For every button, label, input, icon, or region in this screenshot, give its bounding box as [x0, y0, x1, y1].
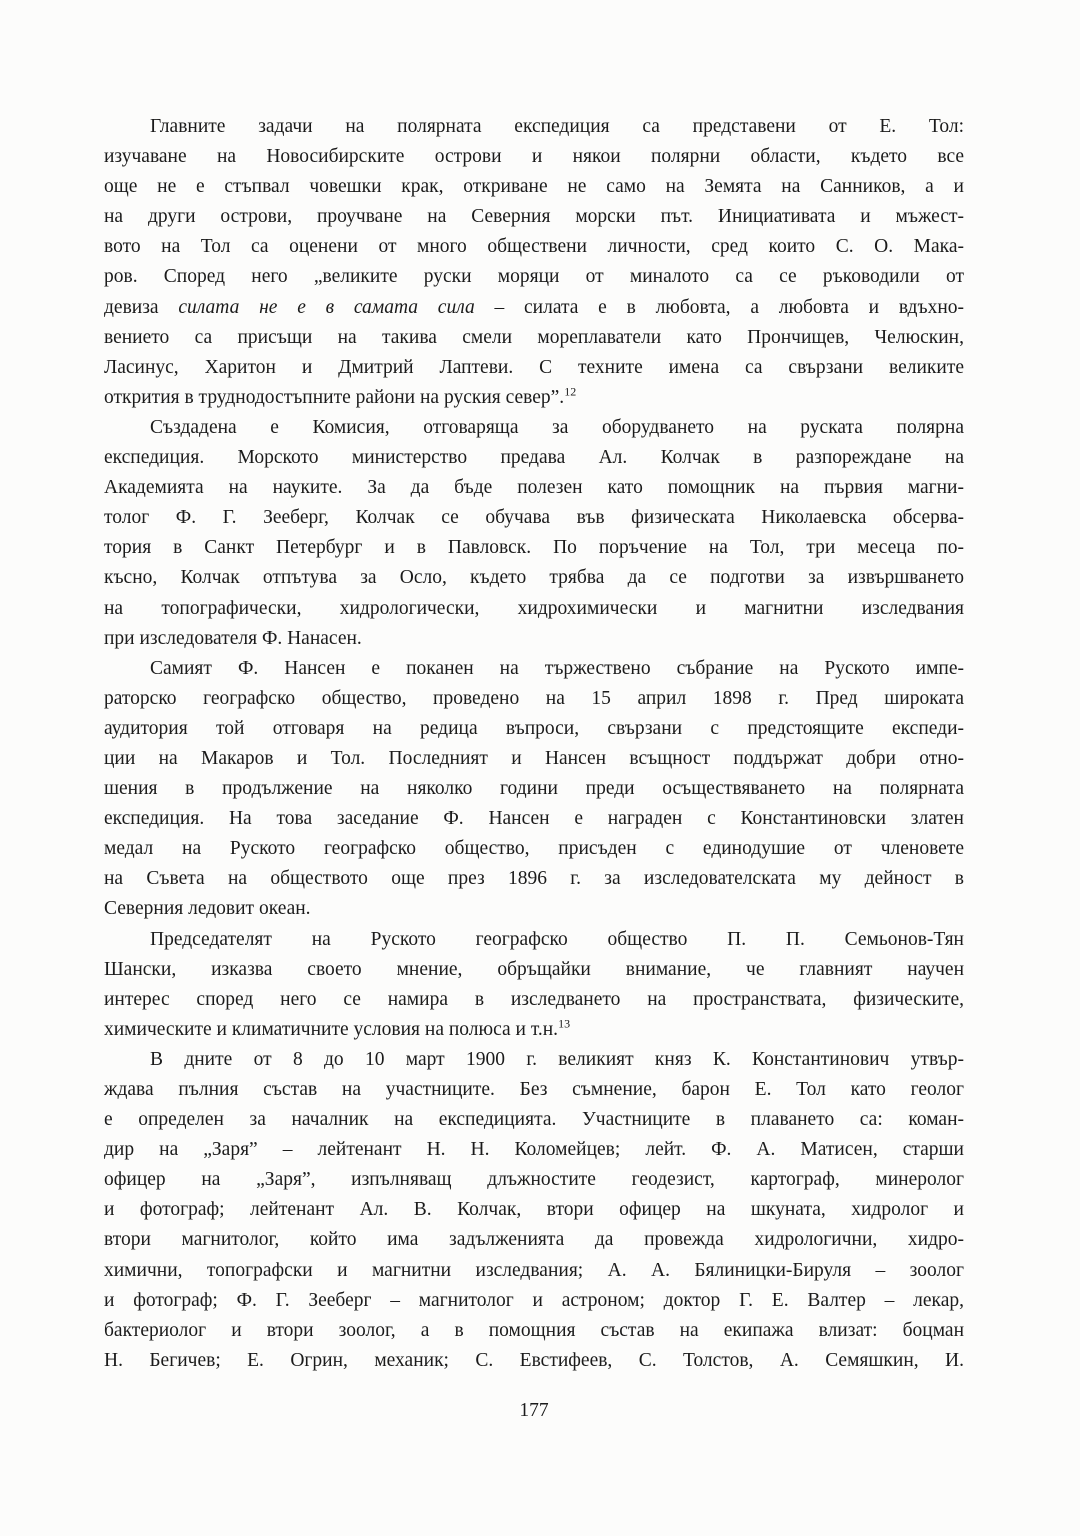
- text-line: [104, 864, 964, 894]
- text-segment: химическите и климатичните условия на полюса и т.н.: [104, 1018, 559, 1040]
- text-segment: вението са присъщи на такива смели мореплаватели като Прончищев, Челюскин,: [104, 326, 964, 348]
- text-line: [104, 594, 964, 624]
- text-line: [104, 1346, 964, 1376]
- text-line: [104, 894, 964, 924]
- text-segment: бактериолог и втори зоолог, а в помощния състав на екипажа влизат: боцман: [104, 1319, 964, 1341]
- text-segment: – силата е в любовта, а любовта и вдъхно-: [474, 296, 964, 318]
- text-segment: Академията на науките. За да бъде полезен като помощник на първия магни-: [104, 477, 964, 499]
- text-line: [104, 1165, 964, 1195]
- text-line: [104, 323, 964, 353]
- footnote-ref: 13: [558, 1016, 571, 1031]
- text-segment: медал на Руското географско общество, присъден с единодушие от членовете: [104, 838, 964, 860]
- text-line: [104, 563, 964, 593]
- text-segment: аудитория той отговаря на редица въпроси, свързани с предстоящите експеди-: [104, 717, 964, 739]
- text-segment: девиза: [104, 296, 179, 318]
- text-line: [104, 1135, 964, 1165]
- text-segment: на Съвета на обществото още през 1896 г. за изследователската му дейност в: [104, 868, 964, 890]
- text-line: [104, 383, 964, 413]
- text-line: [104, 473, 964, 503]
- text-line: [104, 262, 964, 292]
- text-line: [104, 774, 964, 804]
- text-line: [104, 232, 964, 262]
- text-line: [104, 1045, 964, 1075]
- text-segment: ждава пълния състав на участниците. Без съмнение, барон Е. Тол като геолог: [104, 1079, 964, 1100]
- text-segment: е определен за началник на експедицията. Участниците в плаването са: коман-: [104, 1109, 964, 1131]
- text-line: [104, 834, 964, 864]
- text-line: [104, 112, 964, 142]
- text-segment: Главните задачи на полярната експедиция са представени от Е. Тол:: [150, 116, 964, 137]
- text-segment: експедиция. Морското министерство предава Ал. Колчак в разпореждане на: [104, 447, 964, 469]
- text-segment: още не е стъпвал човешки крак, откриване не само на Земята на Санников, а и: [104, 176, 964, 198]
- text-segment: Самият Ф. Нансен е поканен на тържествено събрание на Руското импе-: [150, 657, 964, 679]
- text-line: [104, 624, 964, 654]
- text-segment: химични, топографски и магнитни изследвания; А. А. Бялиницки-Бируля – зоолог: [104, 1259, 964, 1281]
- text-segment: на други острови, проучване на Северния морски път. Инициативата и мъжест-: [104, 206, 964, 228]
- text-line: [104, 654, 964, 684]
- text-line: [104, 714, 964, 744]
- text-line: [104, 443, 964, 473]
- text-line: [104, 1075, 964, 1105]
- text-segment: Създадена е Комисия, отговаряща за оборудването на руската полярна: [150, 416, 964, 438]
- footnote-ref: 12: [564, 384, 577, 399]
- text-line: [104, 533, 964, 563]
- text-segment: и фотограф; лейтенант Ал. В. Колчак, втори офицер на шкуната, хидролог и: [104, 1199, 964, 1221]
- text-line: [104, 1286, 964, 1316]
- text-line: [104, 1015, 964, 1045]
- text-segment: Председателят на Руското географско общество П. П. Семьонов-Тян: [150, 928, 964, 950]
- text-segment: офицер на „Заря”, изпълняващ длъжностите геодезист, картограф, минеролог: [104, 1169, 964, 1191]
- text-line: [104, 413, 964, 443]
- text-line: [104, 142, 964, 172]
- text-line: [104, 202, 964, 232]
- text-segment: вото на Тол са оценени от много обществени личности, сред които С. О. Мака-: [104, 236, 964, 258]
- text-segment: експедиция. На това заседание Ф. Нансен е награден с Константиновски златен: [104, 808, 964, 830]
- text-line: [104, 353, 964, 383]
- text-line: [104, 955, 964, 985]
- text-segment: изучаване на Новосибирските острови и някои полярни области, където все: [104, 146, 964, 168]
- text-line: [104, 684, 964, 714]
- text-line: [104, 985, 964, 1015]
- text-segment: Ласинус, Харитон и Дмитрий Лаптеви. С техните имена са свързани великите: [104, 356, 964, 378]
- text-line: [104, 293, 964, 323]
- text-segment: Шански, изказва своето мнение, обръщайки внимание, че главният научен: [104, 958, 964, 980]
- text-line: [104, 1316, 964, 1346]
- text-segment: В дните от 8 до 10 март 1900 г. великият княз К. Константинович утвър-: [150, 1048, 964, 1070]
- text-segment: на топографически, хидрологически, хидрохимически и магнитни изследвания: [104, 597, 964, 619]
- text-line: [104, 925, 964, 955]
- text-line: [104, 1256, 964, 1286]
- text-line: [104, 503, 964, 533]
- text-segment: толог Ф. Г. Зееберг, Колчак се обучава във физическата Николаевска обсерва-: [104, 507, 964, 529]
- text-segment: ции на Макаров и Тол. Последният и Нансен всъщност поддържат добри отно-: [104, 747, 964, 769]
- text-line: [104, 172, 964, 202]
- text-segment: дир на „Заря” – лейтенант Н. Н. Коломейцев; лейт. Ф. А. Матисен, старши: [104, 1139, 964, 1161]
- text-segment: при изследователя Ф. Нанасен.: [104, 627, 362, 649]
- page-number: 177: [519, 1400, 549, 1421]
- text-segment: раторско географско общество, проведено на 15 април 1898 г. Пред широката: [104, 687, 964, 709]
- text-segment: интерес според него се намира в изследването на пространствата, физическите,: [104, 988, 964, 1010]
- text-line: [104, 744, 964, 774]
- text-segment: Северния ледовит океан.: [104, 898, 311, 920]
- text-line: [104, 1195, 964, 1225]
- text-segment: силата не е в самата сила: [178, 296, 475, 318]
- page-body: [104, 112, 964, 1376]
- text-segment: тория в Санкт Петербург и в Павловск. По поръчение на Тол, три месеца по-: [104, 537, 964, 559]
- text-line: [104, 804, 964, 834]
- text-segment: ров. Според него „великите руски моряци от миналото са се ръководили от: [104, 266, 964, 288]
- text-segment: втори магнитолог, който има задълженията да провежда хидрологични, хидро-: [104, 1229, 964, 1251]
- text-segment: открития в труднодостъпните райони на руския север”.: [104, 386, 565, 408]
- text-line: [104, 1105, 964, 1135]
- text-segment: късно, Колчак отпътува за Осло, където трябва да се подготви за извършването: [104, 567, 964, 589]
- text-segment: Н. Бегичев; Е. Огрин, механик; С. Евстифеев, С. Толстов, А. Семяшкин, И.: [104, 1349, 964, 1371]
- text-segment: и фотограф; Ф. Г. Зееберг – магнитолог и астроном; доктор Г. Е. Валтер – лекар,: [104, 1289, 964, 1311]
- text-segment: шения в продължение на няколко години преди осъществяването на полярната: [104, 778, 964, 800]
- text-line: [104, 1225, 964, 1255]
